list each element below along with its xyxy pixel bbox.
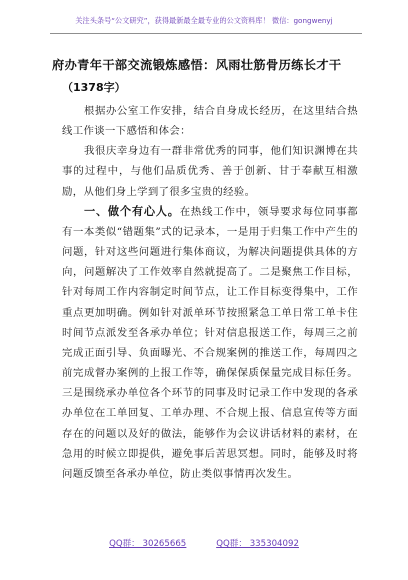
header-divider <box>50 33 362 34</box>
qq-group-link-2[interactable]: QQ群： 335304092 <box>216 539 299 549</box>
paragraph-colleagues: 我很庆幸身边有一群非常优秀的同事，他们知识渊博在共事的过程中，与他们品质优秀、善于创新、甘于奉献互相激励，从他们身上学到了很多宝贵的经验。 <box>62 145 358 198</box>
paragraph-section-one <box>62 202 358 484</box>
section-heading: 一、做个有心人。 <box>84 204 180 218</box>
word-count: （1378字） <box>62 81 126 94</box>
footer-contacts <box>0 537 408 549</box>
header-promo-text: 关注头条号“公文研究”，获得最新最全最专业的公文资料库！ 微信：gongwenyj <box>75 16 333 25</box>
section-body: 在热线工作中，领导要求每位同事都有一本类似“错题集”式的记录本，一是用于归集工作中产生的问题，针对这些问题进行集体商议，为解决问题提供具体的方向，问题解决了工作效率自然就提高了。二是聚焦工作目标，针对每周工作内容制定时间节点，让工作目标变得集中，工作重点更加明确。例如针对派单环节按照紧急工单日常工单卡住时间节点派发至各承办单位；针对信息报送工作，每周三之前完成正面引导、负面曝光、不合规案例的推送工作，每周四之前完成督办案例的上报工作等，确保保质保量完成目标任务。三是围绕承办单位各个环节的同事及时记录工作中发现的各承办单位在工单回复、工单办理、不合规上报、信息宣传等方面存在的问题以及好的做法，能够作为会议讲话材料的素材，在急用的时候立即提供，避免事后苦思冥想。同时，能够及时将问题反馈至各承办单位，防止类似事情再次发生。 <box>62 205 358 480</box>
document-body <box>62 101 358 484</box>
qq-group-link-1[interactable]: QQ群： 30265665 <box>109 539 187 549</box>
paragraph-intro: 根据办公室工作安排，结合自身成长经历，在这里结合热线工作谈一下感悟和体会： <box>62 105 358 138</box>
document-title: 府办青年干部交流锻炼感悟：风雨壮筋骨历练长才干 <box>52 58 342 72</box>
